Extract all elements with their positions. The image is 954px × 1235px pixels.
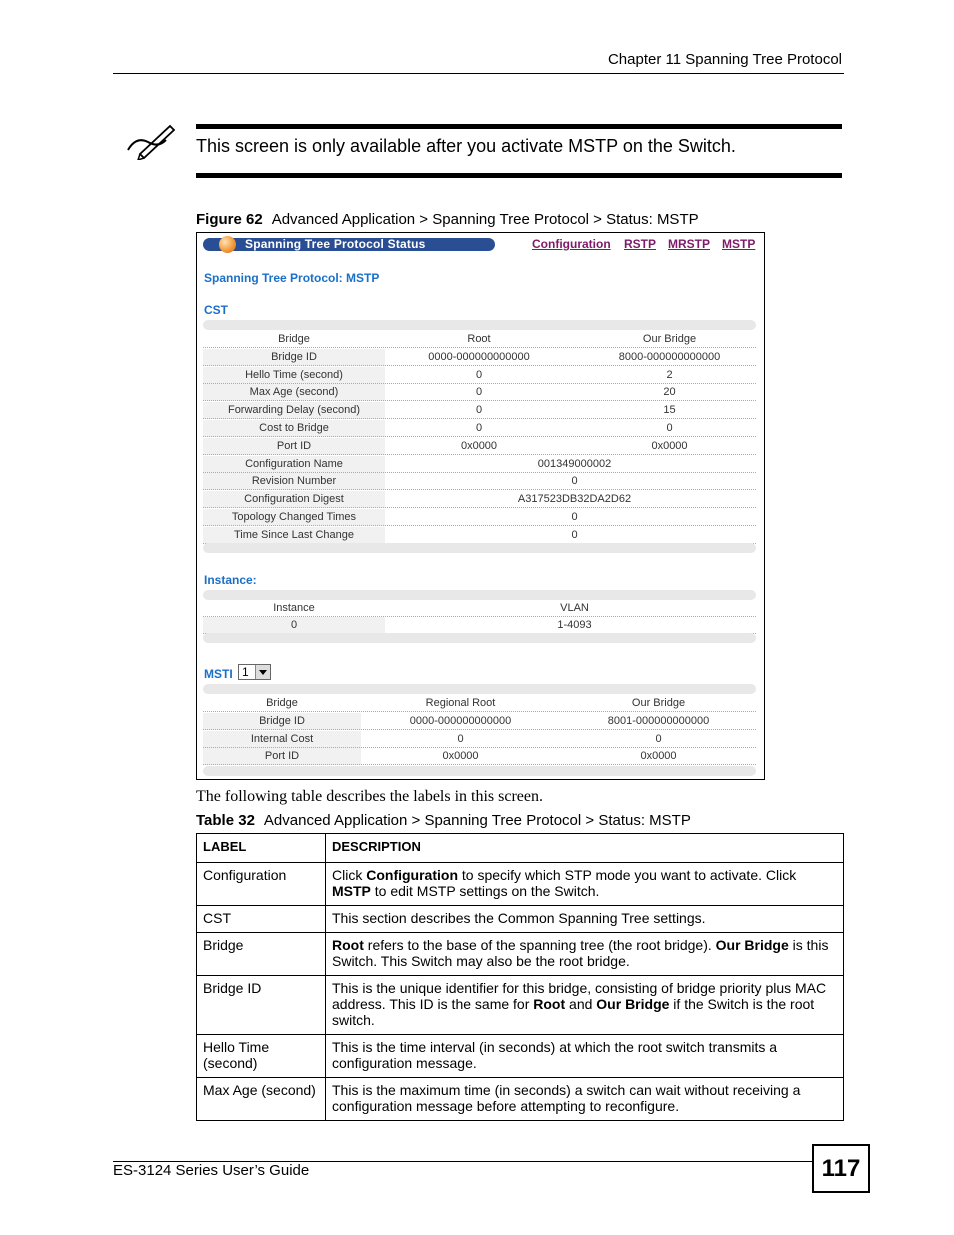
figure-label: Figure 62 <box>196 211 263 228</box>
chapter-title: Chapter 11 Spanning Tree Protocol <box>607 51 842 68</box>
cst-row-label: Revision Number <box>251 475 337 488</box>
msti-bottom-bar <box>203 766 756 776</box>
cst-row <box>203 473 756 490</box>
row-label: Bridge <box>197 933 326 976</box>
cst-row <box>203 349 756 366</box>
cst-value: A317523DB32DA2D62 <box>517 493 632 506</box>
row-label: CST <box>197 906 326 933</box>
table-row <box>197 863 844 906</box>
cst-root-value: 0 <box>475 368 483 381</box>
cst-row-label: Cost to Bridge <box>259 422 329 434</box>
table-header-row <box>197 834 844 863</box>
description-table <box>196 833 844 1121</box>
row-label: Bridge ID <box>197 976 326 1035</box>
cst-row <box>203 420 756 437</box>
description-emphasis: Root <box>332 937 364 953</box>
cst-row-label: Topology Changed Times <box>231 511 357 523</box>
description-emphasis: Our Bridge <box>715 937 789 953</box>
description-text: Click <box>332 867 367 883</box>
column-header-bridge: Bridge <box>266 697 298 709</box>
msti-our-bridge-value: 8001-000000000000 <box>607 714 710 727</box>
cst-root-value: 0 <box>475 422 483 434</box>
page-number: 117 <box>812 1144 870 1193</box>
table-label: Table 32 <box>196 812 255 829</box>
row-description <box>326 933 844 976</box>
chevron-down-icon[interactable] <box>255 665 270 679</box>
description-text: refers to the base of the spanning tree (the root bridge). <box>363 937 716 953</box>
guide-title: ES-3124 Series User’s Guide <box>113 1162 310 1179</box>
msti-row-label: Bridge ID <box>259 714 305 727</box>
cst-value: 0 <box>571 475 578 488</box>
cst-header-row <box>203 331 756 348</box>
description-text: if the Switch is the root switch. <box>332 996 815 1028</box>
cst-top-bar <box>203 320 756 330</box>
description-text: This is the time interval (in seconds) at which the root switch transmits a configuration message. <box>332 1039 778 1071</box>
cst-row-label: Configuration Digest <box>244 493 344 506</box>
cst-our-bridge-value: 20 <box>663 386 676 399</box>
cst-value: 0 <box>571 528 578 541</box>
cst-row-label: Configuration Name <box>245 457 343 470</box>
cst-row-label: Port ID <box>276 439 312 452</box>
instance-top-bar <box>203 590 756 600</box>
cst-row-label: Bridge ID <box>271 350 317 363</box>
cst-row <box>203 491 756 508</box>
figure-title: Advanced Application > Spanning Tree Protocol > Status: MSTP <box>271 211 699 228</box>
cst-row-label: Time Since Last Change <box>233 528 355 541</box>
column-header-root: Root <box>467 333 491 345</box>
msti-regional-root-value: 0000-000000000000 <box>409 714 512 727</box>
description-text: This is the maximum time (in seconds) a switch can wait without receiving a configuration message before attempting to reconfigure. <box>332 1082 801 1114</box>
row-label: Max Age (second) <box>197 1078 326 1121</box>
status-title: Spanning Tree Protocol Status <box>245 237 426 251</box>
msti-label: MSTI <box>204 667 233 681</box>
note-rule-top <box>196 124 842 129</box>
note-rule-bottom <box>196 173 842 178</box>
description-text: This is the unique identifier for this bridge, consisting of bridge priority plus MAC address. This ID is the same for <box>332 980 827 1012</box>
instance-row <box>203 617 756 634</box>
msti-row-label: Internal Cost <box>250 732 314 745</box>
instance-header-row <box>203 600 756 617</box>
row-label: Configuration <box>197 863 326 906</box>
cst-value: 001349000002 <box>537 457 612 470</box>
description-emphasis: Root <box>533 996 566 1012</box>
table-row <box>197 976 844 1035</box>
cst-bottom-bar <box>203 543 756 553</box>
table-row <box>197 906 844 933</box>
table-row <box>197 1078 844 1121</box>
status-title-tab <box>203 238 495 251</box>
row-description <box>326 1035 844 1078</box>
screenshot-panel <box>196 232 765 780</box>
cst-root-value: 0x0000 <box>460 439 498 452</box>
nav-link-mrstp[interactable]: MRSTP <box>668 237 710 251</box>
description-emphasis: MSTP <box>332 883 371 899</box>
msti-row <box>203 731 756 748</box>
row-description <box>326 906 844 933</box>
column-header-our-bridge: Our Bridge <box>631 697 686 709</box>
msti-header-row <box>203 695 756 712</box>
cst-heading: CST <box>204 303 228 317</box>
row-label: Hello Time (second) <box>197 1035 326 1078</box>
cst-root-value: 0000-000000000000 <box>428 350 530 363</box>
cst-value: 0 <box>571 511 578 523</box>
note-text: This screen is only available after you activate MSTP on the Switch. <box>196 136 736 156</box>
column-header-our-bridge: Our Bridge <box>642 333 697 345</box>
vlan-value: 1-4093 <box>557 619 592 631</box>
instance-value: 0 <box>290 619 298 631</box>
msti-row <box>203 713 756 730</box>
cst-root-value: 0 <box>475 404 483 417</box>
description-text: is this Switch. This Switch may also be the root bridge. <box>332 937 829 969</box>
table-row <box>197 933 844 976</box>
cst-our-bridge-value: 0 <box>666 422 673 434</box>
cst-row <box>203 384 756 401</box>
column-header-instance: Instance <box>273 602 315 614</box>
page-heading: Spanning Tree Protocol: MSTP <box>204 271 380 285</box>
description-text: This section describes the Common Spanning Tree settings. <box>332 910 706 926</box>
table-caption <box>196 812 691 829</box>
cst-our-bridge-value: 8000-000000000000 <box>618 350 721 363</box>
cst-row-label: Forwarding Delay (second) <box>227 404 361 417</box>
cst-row <box>203 438 756 455</box>
msti-top-bar <box>203 684 756 694</box>
cst-row <box>203 456 756 473</box>
cst-row <box>203 402 756 419</box>
body-paragraph: The following table describes the labels in this screen. <box>196 788 544 805</box>
cst-row <box>203 367 756 384</box>
column-header-vlan: VLAN <box>560 602 589 614</box>
cst-our-bridge-value: 2 <box>666 368 673 381</box>
cst-our-bridge-value: 0x0000 <box>651 439 688 452</box>
table-title: Advanced Application > Spanning Tree Protocol > Status: MSTP <box>263 812 691 829</box>
msti-selected-value: 1 <box>242 665 249 679</box>
msti-regional-root-value: 0 <box>457 732 464 745</box>
description-emphasis: Our Bridge <box>596 996 670 1012</box>
column-header-bridge: Bridge <box>278 333 310 345</box>
msti-our-bridge-value: 0x0000 <box>640 750 677 763</box>
cst-row <box>203 509 756 526</box>
description-text: and <box>565 996 597 1012</box>
pencil-note-icon <box>122 120 176 160</box>
column-header-label: LABEL <box>197 834 326 863</box>
cst-row <box>203 527 756 544</box>
orb-icon <box>219 236 236 253</box>
figure-caption <box>196 211 699 228</box>
instance-heading: Instance: <box>204 573 257 587</box>
description-text: to specify which STP mode you want to activate. Click <box>458 867 797 883</box>
msti-row <box>203 748 756 765</box>
column-header-regional-root: Regional Root <box>425 697 496 709</box>
row-description <box>326 1078 844 1121</box>
instance-bottom-bar <box>203 633 756 643</box>
description-emphasis: Configuration <box>366 867 458 883</box>
cst-root-value: 0 <box>475 386 483 399</box>
row-description <box>326 863 844 906</box>
msti-regional-root-value: 0x0000 <box>442 750 479 763</box>
row-description <box>326 976 844 1035</box>
description-text: to edit MSTP settings on the Switch. <box>370 883 600 899</box>
header-rule <box>113 73 844 74</box>
nav-link-configuration[interactable]: Configuration <box>532 237 611 251</box>
cst-row-label: Hello Time (second) <box>245 368 343 381</box>
msti-our-bridge-value: 0 <box>655 732 662 745</box>
cst-our-bridge-value: 15 <box>663 404 676 417</box>
table-row <box>197 1035 844 1078</box>
nav-link-rstp[interactable]: RSTP <box>624 237 657 251</box>
cst-row-label: Max Age (second) <box>249 386 339 399</box>
msti-select[interactable] <box>238 664 271 680</box>
column-header-description: DESCRIPTION <box>326 834 844 863</box>
msti-row-label: Port ID <box>264 750 300 763</box>
nav-link-mstp[interactable]: MSTP <box>722 237 756 251</box>
